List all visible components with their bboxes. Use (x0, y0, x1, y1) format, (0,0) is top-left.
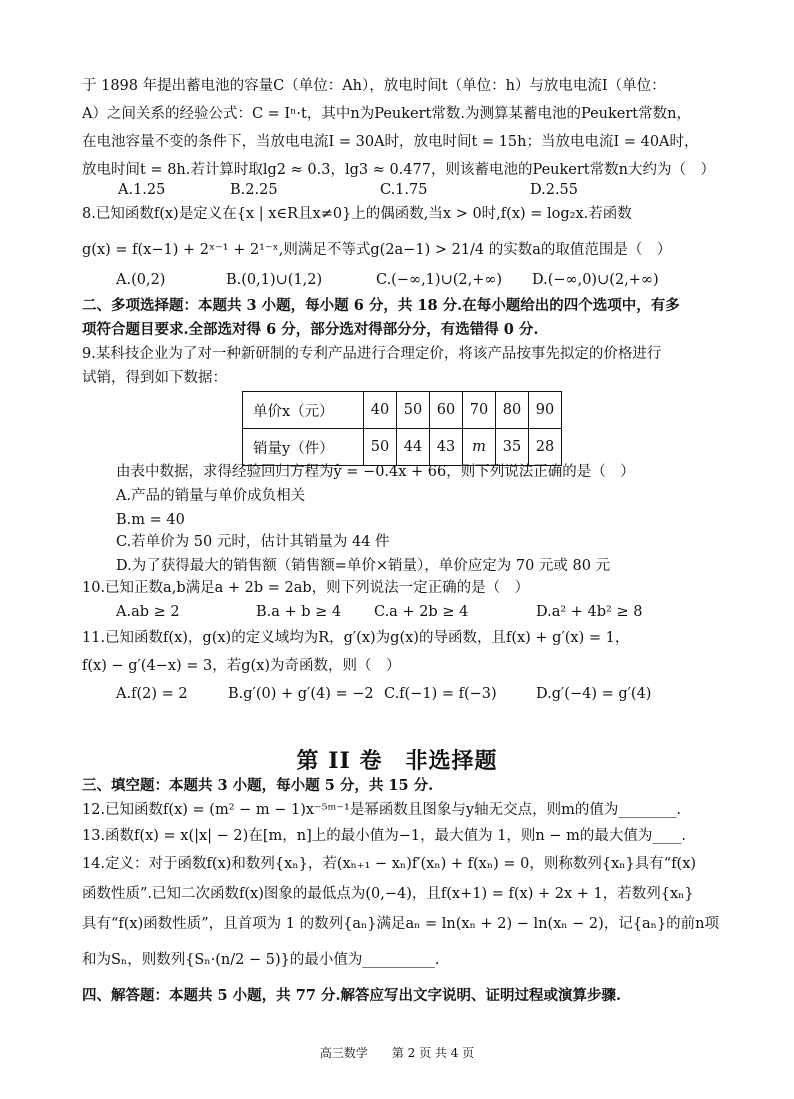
table-cell: 35 (496, 429, 529, 466)
table-cell: 90 (529, 392, 562, 429)
q9-option-b: B.m = 40 (116, 512, 185, 528)
q7-line-4: 放电时间t = 8h.若计算时取lg2 ≈ 0.3，lg3 ≈ 0.477，则该蓄电池的Peukert常数n大约为（ ） (82, 162, 715, 178)
q11-option-c: C.f(−1) = f(−3) (384, 686, 497, 702)
table-cell: 60 (430, 392, 463, 429)
q10-option-a: A.ab ≥ 2 (116, 604, 180, 620)
q14-line-3: 具有“f(x)函数性质”，且首项为 1 的数列{aₙ}满足aₙ = ln(xₙ + 2) − ln(xₙ − 2)，记{aₙ}的前n项 (82, 916, 720, 932)
table-cell: 44 (397, 429, 430, 466)
q8-option-b: B.(0,1)∪(1,2) (226, 272, 323, 288)
part-2-title: 第 II 卷 非选择题 (296, 748, 498, 774)
table-cell: 70 (463, 392, 496, 429)
q14-line-4: 和为Sₙ，则数列{Sₙ·(n/2 − 5)}的最小值为__________. (82, 952, 440, 968)
table-header-price: 单价x（元） (243, 392, 364, 429)
q10-option-b: B.a + b ≥ 4 (256, 604, 342, 620)
q14-line-1: 14.定义：对于函数f(x)和数列{xₙ}，若(xₙ₊₁ − xₙ)f′(xₙ) + f(xₙ) = 0，则称数列{xₙ}具有“f(x) (82, 856, 697, 872)
q7-option-d: D.2.55 (530, 182, 579, 198)
section-2-heading-line-1: 二、多项选择题：本题共 3 小题，每小题 6 分，共 18 分.在每小题给出的四个选项中，有多 (82, 297, 680, 314)
q8-line-1: 8.已知函数f(x)是定义在{x | x∈R且x≠0}上的偶函数,当x > 0时,f(x) = log₂x.若函数 (82, 206, 632, 222)
q8-option-d: D.(−∞,0)∪(2,+∞) (532, 272, 659, 288)
q8-option-c: C.(−∞,1)∪(2,+∞) (376, 272, 503, 288)
q10-option-c: C.a + 2b ≥ 4 (374, 604, 469, 620)
table-cell: 43 (430, 429, 463, 466)
table-row (243, 392, 562, 429)
q11-option-b: B.g′(0) + g′(4) = −2 (228, 686, 374, 702)
table-cell: 80 (496, 392, 529, 429)
q8-option-a: A.(0,2) (116, 272, 166, 288)
page-footer: 高三数学 第 2 页 共 4 页 (319, 1046, 475, 1060)
q9-option-c: C.若单价为 50 元时，估计其销量为 44 件 (116, 534, 390, 550)
q9-option-d: D.为了获得最大的销售额（销售额=单价×销量），单价应定为 70 元或 80 元 (116, 558, 611, 574)
q7-line-2: A）之间关系的经验公式：C = Iⁿ·t，其中n为Peukert常数.为测算某蓄电池的Peukert常数n， (82, 106, 691, 122)
q10-option-d: D.a² + 4b² ≥ 8 (536, 604, 643, 620)
q9-data-table (242, 391, 562, 466)
q14-line-2: 函数性质”.已知二次函数f(x)图象的最低点为(0,−4)，且f(x+1) = f(x) + 2x + 1，若数列{xₙ} (82, 886, 694, 902)
q9-line-3: 由表中数据，求得经验回归方程为ŷ = −0.4x + 66，则下列说法正确的是（ ） (116, 464, 635, 480)
q10-stem: 10.已知正数a,b满足a + 2b = 2ab，则下列说法一定正确的是（ ） (82, 580, 530, 596)
q9-line-1: 9.某科技企业为了对一种新研制的专利产品进行合理定价，将该产品按事先拟定的价格进行 (82, 346, 662, 362)
q8-options (116, 270, 756, 290)
q11-options (116, 684, 756, 704)
section-3-heading: 三、填空题：本题共 3 小题，每小题 5 分，共 15 分. (82, 777, 434, 794)
section-2-heading-line-2: 项符合题目要求.全部选对得 6 分，部分选对得部分分，有选错得 0 分. (82, 321, 539, 338)
table-header-sales: 销量y（件） (243, 429, 364, 466)
table-cell: 50 (364, 429, 397, 466)
q8-line-2: g(x) = f(x−1) + 2ˣ⁻¹ + 2¹⁻ˣ,则满足不等式g(2a−1) > 21/4 的实数a的取值范围是（ ） (82, 242, 672, 258)
q11-line-1: 11.已知函数f(x)，g(x)的定义域均为R，g′(x)为g(x)的导函数，且f(x) + g′(x) = 1， (82, 630, 630, 646)
q7-option-c: C.1.75 (380, 182, 428, 198)
q11-option-a: A.f(2) = 2 (116, 686, 188, 702)
table-cell: 28 (529, 429, 562, 466)
q11-option-d: D.g′(−4) = g′(4) (536, 686, 652, 702)
table-cell: 50 (397, 392, 430, 429)
q7-option-a: A.1.25 (118, 182, 166, 198)
table-cell: m (463, 429, 496, 466)
table-cell: 40 (364, 392, 397, 429)
q9-line-2: 试销，得到如下数据： (82, 370, 227, 386)
q11-line-2: f(x) − g′(4−x) = 3，若g(x)为奇函数，则（ ） (82, 658, 401, 674)
q7-options (118, 180, 738, 200)
q9-option-a: A.产品的销量与单价成负相关 (116, 488, 306, 504)
section-4-heading: 四、解答题：本题共 5 小题，共 77 分.解答应写出文字说明、证明过程或演算步骤. (82, 987, 622, 1004)
q10-options (116, 602, 756, 622)
q7-option-b: B.2.25 (230, 182, 278, 198)
q7-line-3: 在电池容量不变的条件下，当放电电流I = 30A时，放电时间t = 15h；当放电电流I = 40A时， (82, 134, 699, 150)
q12-stem: 12.已知函数f(x) = (m² − m − 1)x⁻⁵ᵐ⁻¹是幂函数且图象与y轴无交点，则m的值为________. (82, 802, 681, 818)
q13-stem: 13.函数f(x) = x(|x| − 2)在[m，n]上的最小值为−1，最大值为 1，则n − m的最大值为____. (82, 828, 686, 844)
q7-line-1: 于 1898 年提出蓄电池的容量C（单位：Ah），放电时间t（单位：h）与放电电流I（单位： (82, 78, 666, 94)
table-row (243, 429, 562, 466)
